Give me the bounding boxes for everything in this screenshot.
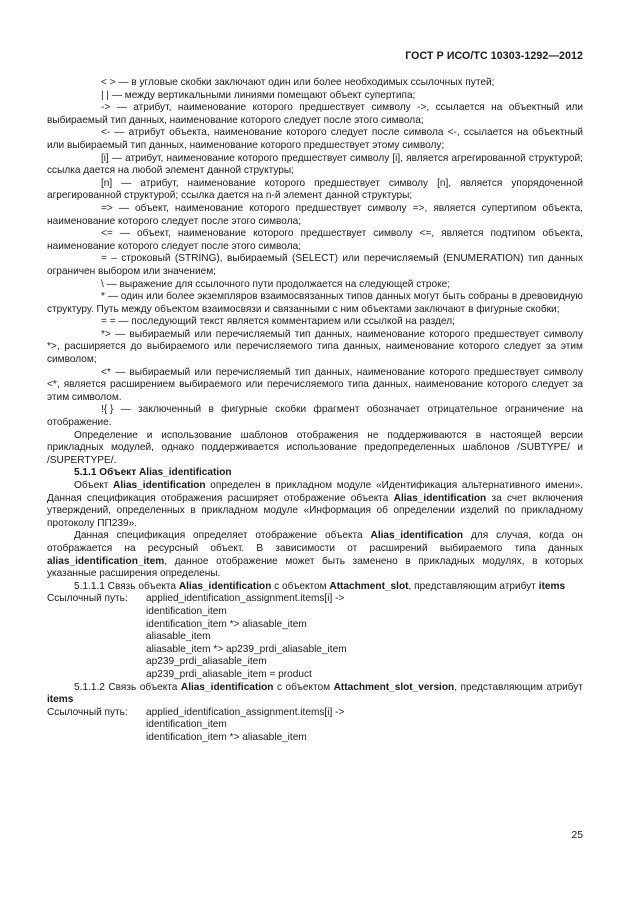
symbol: * [101, 291, 105, 303]
symbol-definition [47, 228, 583, 253]
subsection-5-1-1-2: 5.1.1.2 Связь объекта Alias_identification с объектом Attachment_slot_version, представляющим атрибут items [47, 681, 583, 706]
symbol-definition [47, 90, 583, 103]
symbol-description: — выбираемый или перечисляемый тип данных, наименование которого предшествует символу *>, расширяется до выбираемого или перечисляемого типа данных, наименование которого следует за этим символом; [47, 328, 583, 366]
symbol-description: — заключенный в фигурные скобки фрагмент обозначает отрицательное ограничение на отображение. [47, 404, 583, 429]
reference-path-lines [146, 707, 344, 745]
reference-path-1 [47, 593, 583, 681]
reference-path-line: identification_item [146, 719, 227, 731]
paragraph-mapping-spec: Данная спецификация определяет отображение объекта Alias_identification для случая, когда он отображается на ресурсный объект. В зависимости от расширений выбираемого типа данных alias_identification_item, данное отображение может быть заменено в прикладных модулях, в которых указанные расширения определены. [47, 530, 583, 580]
symbol: = = [101, 316, 116, 328]
symbol-definition [47, 77, 583, 90]
symbol: => [101, 202, 113, 214]
reference-path-line: aliasable_item [146, 631, 211, 643]
symbol-description: — объект, наименование которого предшествует символу <=, является подтипом объекта, наименование которого следует после этого символа; [47, 228, 583, 252]
symbol-definition [47, 127, 583, 152]
section-heading: 5.1.1 Объект Alias_identification [74, 467, 232, 479]
symbol: *> [101, 328, 111, 340]
symbol: <* [101, 366, 111, 378]
reference-path-line: identification_item *> aliasable_item [146, 731, 307, 743]
reference-path-2 [47, 707, 583, 745]
symbol-description: — атрибут объекта, наименование которого следует после символа <-, ссылается на объектный или выбираемый тип данных, наименование которого предшествует этому символу; [47, 127, 583, 151]
reference-path-lines [146, 593, 347, 681]
page-number: 25 [571, 830, 583, 841]
symbol-description: — выбираемый или перечисляемый тип данных, наименование которого предшествует символу <*, является расширением выбираемого или перечисляемого типа данных, наименование которого следует за этим символом. [47, 366, 583, 403]
symbol-description: — выражение для ссылочного пути продолжается на следующей строке; [106, 278, 451, 290]
page-body [47, 77, 583, 744]
symbol-definition [47, 178, 583, 203]
reference-path-line: ap239_prdi_aliasable_item = product [146, 668, 312, 680]
reference-path-label: Ссылочный путь: [47, 593, 128, 605]
symbol-list [47, 77, 583, 430]
symbol-definition [47, 203, 583, 228]
symbol: [n] [101, 177, 113, 189]
symbol-description: — последующий текст является комментарием или ссылкой на раздел; [118, 316, 455, 328]
symbol: < > [101, 77, 116, 88]
symbol-description: — атрибут, наименование которого предшествует символу [n], является упорядоченной агрегированной структурой; ссылка дается на n-й элемент данной структуры; [47, 177, 584, 202]
symbol: | | [101, 89, 110, 101]
symbol-definition [47, 253, 583, 278]
symbol-definition [47, 316, 583, 329]
reference-path-line: applied_identification_assignment.items[i] -> [146, 706, 345, 718]
paragraph-alias-definition: Объект Alias_identification определен в прикладном модуле «Идентификация альтернативного имени». Данная спецификация отображения расширяет отображение объекта Alias_identification за счет включения утверждений, определенных в прикладном модуле «Информация об определении изделий по прикладному протоколу ПП239». [47, 480, 583, 529]
symbol-definition [47, 291, 583, 316]
reference-path-line: aliasable_item *> ap239_prdi_aliasable_item [146, 643, 347, 655]
symbol-definition [47, 329, 583, 367]
symbol: <- [101, 127, 111, 139]
symbol-description: — атрибут, наименование которого предшествует символу [i], является агрегированной структурой; ссылка дается на любой элемент данной структуры; [47, 152, 583, 177]
symbol-description: — один или более экземпляров взаимосвязанных типов данных могут быть собраны в древовидную структуру. Путь между объектом взаимосвязи и связанными с ним объектами заключают в фигурные скобки; [47, 291, 583, 315]
reference-path-line: applied_identification_assignment.items[i] -> [146, 593, 345, 605]
reference-path-line: identification_item *> aliasable_item [146, 618, 307, 630]
symbol-definition [47, 279, 583, 292]
symbol: -> [101, 102, 111, 114]
document-header: ГОСТ Р ИСО/ТС 10303-1292—2012 [405, 50, 583, 62]
symbol-description: — атрибут, наименование которого предшествует символу ->, ссылается на объектный или выбираемый тип данных, наименование которого следует после этого символа; [47, 102, 583, 126]
symbol-description: – строковый (STRING), выбираемый (SELECT) или перечисляемый (ENUMERATION) тип данных ограничен выбором или значением; [47, 253, 583, 277]
symbol-description: — объект, наименование которого предшествует символу =>, является супертипом объекта, наименование которого следует после этого символа; [47, 202, 583, 227]
subsection-5-1-1-1: 5.1.1.1 Связь объекта Alias_identification с объектом Attachment_slot, представляющим атрибут items [74, 580, 566, 592]
symbol-definition [47, 404, 583, 429]
symbol-description: — в угловые скобки заключают один или более необходимых ссылочных путей; [118, 77, 495, 88]
symbol: !{ } [101, 404, 114, 416]
symbol-definition [47, 102, 583, 127]
symbol-definition [47, 367, 583, 405]
reference-path-line: identification_item [146, 605, 227, 617]
symbol: = [101, 253, 107, 265]
reference-path-line: ap239_prdi_aliasable_item [146, 656, 267, 668]
symbol: [i] [101, 152, 109, 164]
symbol: \ [101, 278, 104, 290]
symbol-description: — между вертикальными линиями помещают объект супертипа; [111, 89, 416, 101]
paragraph-templates: Определение и использование шаблонов отображения не поддерживаются в настоящей версии прикладных модулей, однако поддерживается использование предопределенных шаблонов /SUBTYPE/ и /SUPERTYPE/. [47, 429, 583, 466]
reference-path-label: Ссылочный путь: [47, 706, 128, 718]
symbol: <= [101, 228, 113, 240]
symbol-definition [47, 153, 583, 178]
